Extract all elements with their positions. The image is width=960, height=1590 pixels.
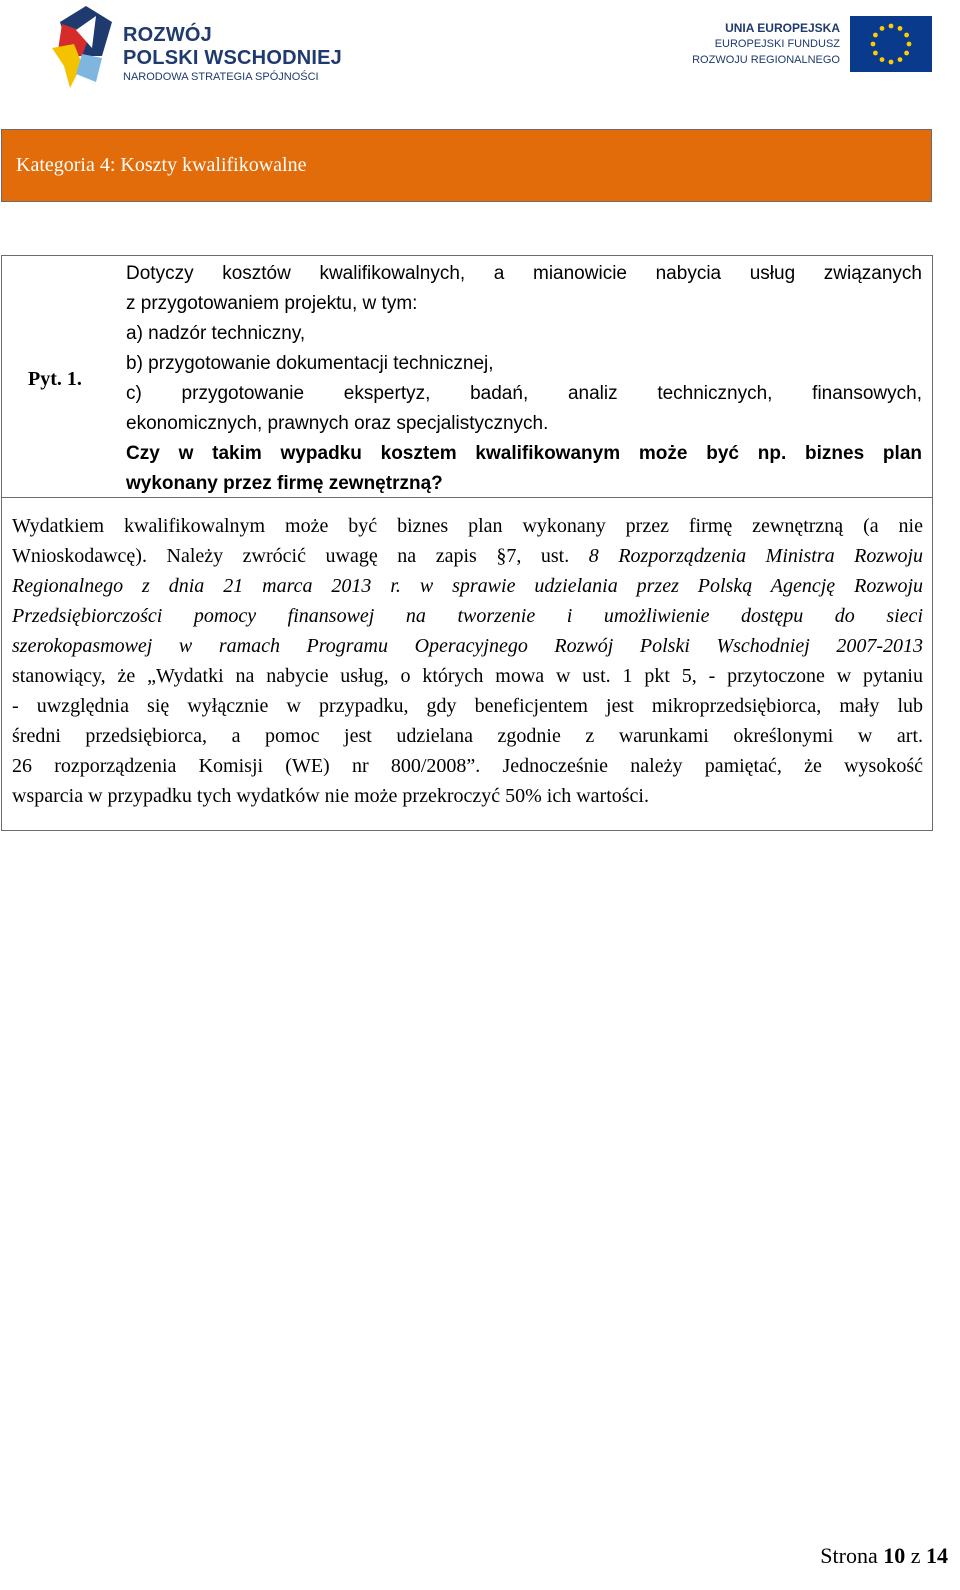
question-table bbox=[1, 255, 933, 831]
answer-line bbox=[12, 601, 923, 631]
question-line: z przygotowaniem projektu, w tym: bbox=[126, 293, 418, 314]
question-line: ekonomicznych, prawnych oraz specjalistycznych. bbox=[126, 413, 549, 434]
answer-line-part-italic: w sprawie udzielania przez Polską Agencję Rozwoju bbox=[419, 575, 924, 597]
category-header bbox=[1, 129, 932, 202]
eu-logo-line3: ROZWOJU REGIONALNEGO bbox=[692, 54, 840, 66]
answer-line: - uwzględnia się wyłącznie w przypadku, gdy beneficjentem jest mikroprzedsiębiorca, mały lub bbox=[12, 695, 923, 717]
answer-line-part-italic: Przedsiębiorczości pomocy finansowej na tworzenie i umożliwienie dostępu do sieci bbox=[12, 605, 923, 627]
eu-flag-icon bbox=[850, 16, 932, 72]
answer-line-part-italic: Regionalnego z dnia 21 marca 2013 r. bbox=[12, 575, 401, 597]
logo-title-line1: ROZWÓJ bbox=[123, 24, 212, 46]
answer-line bbox=[12, 631, 923, 661]
answer-line bbox=[12, 541, 923, 571]
question-text bbox=[126, 259, 922, 499]
star-emblem-icon bbox=[52, 4, 120, 90]
footer-sep: z bbox=[910, 1543, 921, 1568]
question-line: Dotyczy kosztów kwalifikowalnych, a mianowicie nabycia usług związanych bbox=[126, 263, 922, 284]
eu-fund-logo bbox=[692, 14, 944, 74]
question-number: Pyt. 1. bbox=[28, 368, 82, 390]
page-number: 10 bbox=[883, 1543, 906, 1568]
eu-logo-line1: UNIA EUROPEJSKA bbox=[725, 21, 840, 35]
footer-prefix: Strona bbox=[820, 1543, 878, 1568]
answer-line bbox=[12, 571, 923, 601]
answer-line: wsparcia w przypadku tych wydatków nie może przekroczyć 50% ich wartości. bbox=[12, 785, 649, 807]
question-line: c) przygotowanie ekspertyz, badań, analiz technicznych, finansowych, bbox=[126, 383, 922, 404]
answer-line: stanowiący, że „Wydatki na nabycie usług, o których mowa w ust. 1 pkt 5, - przytoczone w pytaniu bbox=[12, 665, 923, 687]
answer-line: Wydatkiem kwalifikowalnym może być biznes plan wykonany przez firmę zewnętrzną (a nie bbox=[12, 515, 923, 537]
question-line: wykonany przez firmę zewnętrzną? bbox=[126, 473, 443, 494]
answer-line-part-italic: szerokopasmowej w ramach Programu Operacyjnego Rozwój Polski Wschodniej 2007-2013 bbox=[12, 635, 923, 657]
answer-line: 26 rozporządzenia Komisji (WE) nr 800/2008”. Jednocześnie należy pamiętać, że wysokość bbox=[12, 755, 923, 777]
answer-line-part: Wnioskodawcę). Należy zwrócić uwagę na zapis §7, ust. bbox=[12, 545, 570, 567]
question-row bbox=[2, 256, 932, 498]
page-footer bbox=[820, 1543, 948, 1569]
page-total: 14 bbox=[926, 1543, 948, 1568]
answer-line: średni przedsiębiorca, a pomoc jest udzielana zgodnie z warunkami określonymi w art. bbox=[12, 725, 923, 747]
answer-text bbox=[12, 511, 923, 811]
eu-logo-line2: EUROPEJSKI FUNDUSZ bbox=[714, 38, 840, 50]
logo-title-line2: POLSKI WSCHODNIEJ bbox=[123, 47, 342, 69]
rozwoj-polski-wschodniej-logo bbox=[52, 4, 352, 90]
answer-line-part-italic: 8 Rozporządzenia Ministra Rozwoju bbox=[588, 545, 924, 567]
question-line: Czy w takim wypadku kosztem kwalifikowanym może być np. biznes plan bbox=[126, 443, 922, 464]
category-title: Kategoria 4: Koszty kwalifikowalne bbox=[16, 154, 307, 176]
question-line: b) przygotowanie dokumentacji technicznej, bbox=[126, 353, 494, 374]
eu-logo-text bbox=[692, 20, 840, 68]
logo-subtitle: NARODOWA STRATEGIA SPÓJNOŚCI bbox=[123, 71, 319, 83]
question-line: a) nadzór techniczny, bbox=[126, 323, 306, 344]
